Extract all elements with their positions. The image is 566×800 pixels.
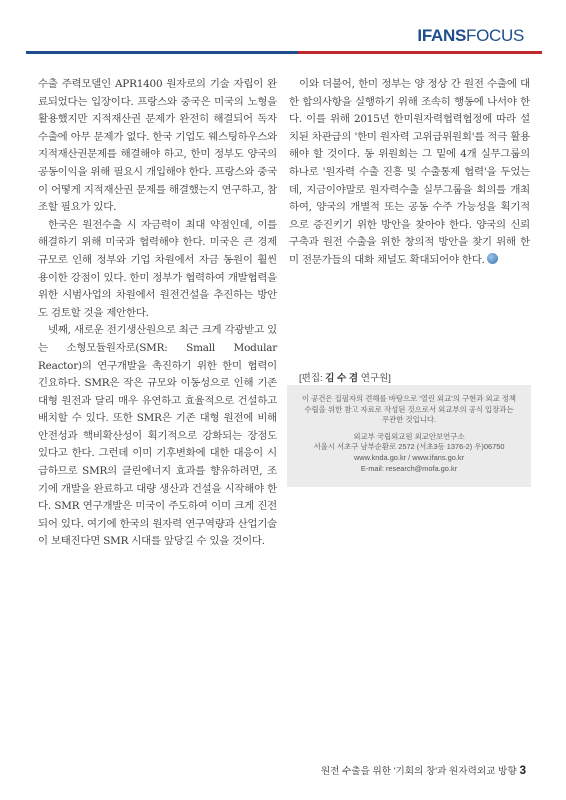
page-number: 3 — [519, 765, 526, 777]
org-name: 외교부 국립외교원 외교안보연구소 — [353, 431, 465, 441]
org-websites: www.knda.go.kr / www.ifans.go.kr — [353, 452, 465, 462]
globe-icon — [487, 253, 498, 264]
paragraph-text: 이와 더불어, 한미 정부는 양 정상 간 원전 수출에 대한 합의사항을 실행하기 위해 조속히 행동에 나서야 한다. 이를 위해 2015년 한미원자력협력협정에 따라 설치된 차관급의 '한미 원자력 고위급위원회'를 적극 활용해야 할 것이다. 동 위원회는 그 밑에 4개 실무그룹의 하나로 '원자력 수출 진흥 및 수출통제 협력'을 두었는데, 지금이야말로 원자력수출 실무그룹을 회의를 개최하여, 양국의 개별적 또는 공동 수주 가능성을 획기적으로 증진키기 위한 방안을 찾아야 한다. 양국의 신뢰 구축과 원전 수출을 위한 창의적 방안을 찾기 위해 한미 전문가들의 대화 채널도 확대되어야 한다. — [289, 78, 530, 266]
disclaimer: 이 공건은 집필자의 견해를 바탕으로 '열린 외교'의 구현과 외교 정책 수립을 위한 참고 자료로 작성된 것으로서 외교부의 공식 입장과는 무관한 것입니다. — [301, 394, 517, 425]
paragraph: 수출 주력모델인 APR1400 원자로의 기술 자립이 완료되었다는 입장이다. 프랑스와 중국은 미국의 노형을 활용했지만 지적재산권 문제가 완전히 해결되어 독자 수출에 아무 문제가 없다. 한국 기업도 웨스팅하우스와 지적재산권문제를 해결해야 하고, 한미 정부도 양국의 공동이익을 위해 필요시 개입해야 한다. 프랑스와 중국이 어떻게 지적재산권 문제를 해결했는지 연구하고, 참조할 필요가 있다. — [38, 78, 277, 214]
right-column — [289, 76, 530, 270]
paragraph: 넷째, 새로운 전기생산원으로 최근 크게 각광받고 있는 소형모듈원자로(SMR: Small Modular Reactor)의 연구개발을 촉진하기 위한 한미 협력이 긴요하다. SMR은 작은 규모와 이동성으로 인해 기존 대형 원전과 달리 매우 유연하고 효율적으로 건설하고 배치할 수 있다. 또한 SMR은 기존 대형 원전에 비해 안전성과 핵비확산성이 획기적으로 강화되는 장점도 있다고 한다. 그런데 이미 기후변화에 대한 대응이 시급하므로 SMR의 클린에너지 효과를 향유하려면, 조기에 개발을 완료하고 대량 생산과 건설을 시작해야 한다. SMR 연구개발은 미국이 주도하여 이미 크게 진전되어 있다. 여기에 한국의 원자력 연구역량과 산업기술이 보태진다면 SMR 시대를 앞당길 수 있을 것이다. — [38, 324, 277, 548]
editor-prefix: [편집: — [299, 373, 323, 384]
page-footer — [321, 763, 526, 777]
editor-suffix: 연구원] — [360, 373, 391, 384]
header-rule-red — [298, 51, 542, 54]
brand-logo — [417, 26, 524, 46]
info-box — [287, 385, 531, 487]
org-email: E-mail: research@mofa.go.kr — [360, 463, 458, 473]
editor-credit — [299, 370, 391, 384]
brand-light: FOCUS — [465, 26, 524, 45]
paragraph — [289, 76, 530, 270]
header-rule-blue — [26, 51, 298, 54]
footer-title: 원전 수출을 위한 '기회의 창'과 원자력외교 방향 — [320, 766, 517, 777]
brand-bold: IFANS — [417, 26, 466, 45]
left-column — [38, 76, 277, 551]
org-address: 서울시 서초구 남부순환로 2572 (서초3동 1376-2) 우)06750 — [313, 442, 505, 452]
paragraph: 한국은 원전수출 시 자금력이 최대 약점인데, 이를 해결하기 위해 미국과 협력해야 한다. 미국은 큰 경제규모로 인해 정부와 기업 차원에서 자금 동원이 훨씬 용이한 강점이 있다. 한미 정부가 협력하여 개발협력을 위한 시범사업의 차원에서 원전건설을 추진하는 방안도 검토할 것을 제안한다. — [38, 218, 277, 319]
editor-name: 김 수 겸 — [325, 373, 359, 384]
